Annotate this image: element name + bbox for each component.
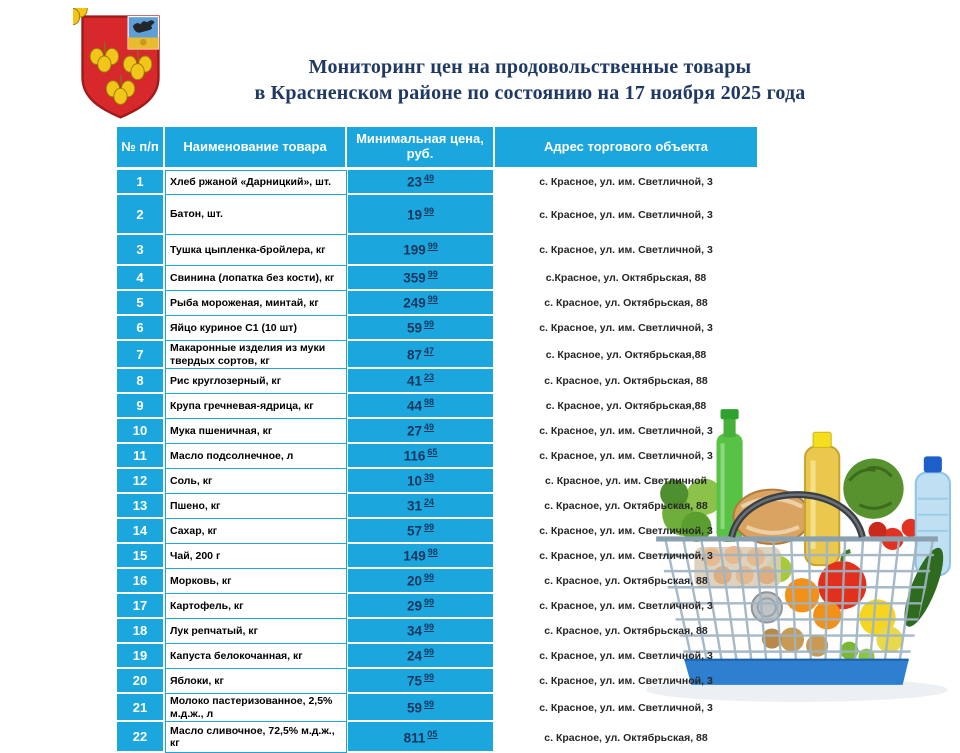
price-cell: [347, 341, 495, 369]
price-rubles: 59: [406, 700, 422, 716]
product-name-cell: Яблоки, кг: [165, 669, 347, 694]
row-number-cell: 9: [117, 394, 165, 419]
price-table-body: [117, 170, 757, 753]
price-kopecks: 49: [424, 422, 435, 433]
price-rubles: 27: [406, 423, 422, 439]
price-kopecks: 99: [424, 572, 435, 583]
price-cell: [347, 544, 495, 569]
table-row: [117, 644, 757, 669]
product-name-cell: Мука пшеничная, кг: [165, 419, 347, 444]
row-number-cell: 22: [117, 722, 165, 753]
row-number-cell: 8: [117, 369, 165, 394]
table-row: [117, 519, 757, 544]
price-cell: [347, 722, 495, 753]
table-row: [117, 544, 757, 569]
price-kopecks: 49: [424, 173, 435, 184]
price-cell: [347, 394, 495, 419]
product-name-cell: Масло сливочное, 72,5% м.д.ж., кг: [165, 722, 347, 753]
price-cell: [347, 619, 495, 644]
price-kopecks: 65: [427, 447, 438, 458]
product-name-cell: Батон, шт.: [165, 195, 347, 235]
address-cell: с. Красное, ул. Октябрьская, 88: [544, 375, 708, 388]
price-rubles: 811: [403, 730, 426, 746]
price-rubles: 149: [403, 548, 426, 564]
price-rubles: 44: [406, 398, 422, 414]
price-cell: [347, 419, 495, 444]
price-cell: [347, 369, 495, 394]
row-number-cell: 2: [117, 195, 165, 235]
price-kopecks: 99: [424, 672, 435, 683]
row-number-cell: 10: [117, 419, 165, 444]
product-name-cell: Капуста белокочанная, кг: [165, 644, 347, 669]
table-row: [117, 569, 757, 594]
price-kopecks: 99: [427, 241, 438, 252]
table-row: [117, 316, 757, 341]
table-row: [117, 469, 757, 494]
address-cell: с. Красное, ул. Октябрьская,88: [545, 400, 707, 413]
page-title-line1: Мониторинг цен на продовольственные товары: [308, 56, 752, 78]
table-row: [117, 669, 757, 694]
row-number-cell: 6: [117, 316, 165, 341]
price-cell: [347, 469, 495, 494]
address-cell: с. Красное, ул. им. Светличной, 3: [539, 322, 713, 335]
row-number-cell: 15: [117, 544, 165, 569]
table-row: [117, 619, 757, 644]
address-cell: с. Красное, ул. Октябрьская, 88: [544, 500, 708, 513]
address-cell: с. Красное, ул. Октябрьская, 88: [544, 625, 708, 638]
row-number-cell: 1: [117, 170, 165, 195]
address-cell: с. Красное, ул. им. Светличной: [545, 475, 707, 488]
product-name-cell: Рис круглозерный, кг: [165, 369, 347, 394]
product-name-cell: Масло подсолнечное, л: [165, 444, 347, 469]
price-rubles: 29: [406, 598, 422, 614]
product-name-cell: Рыба мороженая, минтай, кг: [165, 291, 347, 316]
table-row: [117, 694, 757, 722]
table-row: [117, 722, 757, 753]
price-kopecks: 47: [424, 345, 435, 356]
price-kopecks: 98: [427, 547, 438, 558]
price-cell: [347, 669, 495, 694]
row-number-cell: 20: [117, 669, 165, 694]
row-number-cell: 4: [117, 266, 165, 291]
row-number-cell: 7: [117, 341, 165, 369]
header-min-price: Минимальная цена, руб.: [347, 127, 495, 170]
address-cell: с. Красное, ул. Октябрьская, 88: [544, 575, 708, 588]
price-rubles: 24: [406, 648, 422, 664]
price-cell: [347, 195, 495, 235]
price-kopecks: 99: [424, 205, 435, 216]
row-number-cell: 12: [117, 469, 165, 494]
address-cell: с. Красное, ул. им. Светличной, 3: [539, 600, 713, 613]
address-cell: с. Красное, ул. им. Светличной, 3: [539, 208, 713, 221]
price-kopecks: 99: [427, 294, 438, 305]
row-number-cell: 14: [117, 519, 165, 544]
product-name-cell: Свинина (лопатка без кости), кг: [165, 266, 347, 291]
price-cell: [347, 494, 495, 519]
row-number-cell: 16: [117, 569, 165, 594]
address-cell: с. Красное, ул. им. Светличной, 3: [539, 701, 713, 714]
product-name-cell: Картофель, кг: [165, 594, 347, 619]
row-number-cell: 13: [117, 494, 165, 519]
page-title-line2: в Красненском районе по состоянию на 17 ноября 2025 года: [254, 82, 806, 104]
table-row: [117, 170, 757, 195]
header-product-name: Наименование товара: [165, 127, 347, 170]
price-cell: [347, 519, 495, 544]
table-row: [117, 266, 757, 291]
address-cell: с. Красное, ул. Октябрьская,88: [545, 348, 707, 361]
row-number-cell: 19: [117, 644, 165, 669]
price-rubles: 359: [403, 270, 426, 286]
price-kopecks: 99: [424, 647, 435, 658]
page-title: [170, 54, 890, 106]
row-number-cell: 5: [117, 291, 165, 316]
price-cell: [347, 170, 495, 195]
table-row: [117, 594, 757, 619]
product-name-cell: Соль, кг: [165, 469, 347, 494]
product-name-cell: Макаронные изделия из муки твердых сортов, кг: [165, 341, 347, 369]
price-rubles: 116: [403, 448, 426, 464]
address-cell: с. Красное, ул. им. Светличной, 3: [539, 244, 713, 257]
price-rubles: 249: [403, 295, 426, 311]
price-rubles: 41: [406, 373, 422, 389]
address-cell: с. Красное, ул. Октябрьская, 88: [544, 297, 708, 310]
price-rubles: 34: [406, 623, 422, 639]
price-cell: [347, 266, 495, 291]
price-rubles: 199: [403, 242, 426, 258]
price-rubles: 87: [406, 347, 422, 363]
coat-of-arms-icon: [73, 8, 168, 124]
price-kopecks: 99: [424, 597, 435, 608]
price-rubles: 57: [406, 523, 422, 539]
address-cell: с. Красное, ул. им. Светличной, 3: [539, 550, 713, 563]
address-cell: с.Красное, ул. Октябрьская, 88: [545, 272, 707, 285]
product-name-cell: Крупа гречневая-ядрица, кг: [165, 394, 347, 419]
row-number-cell: 18: [117, 619, 165, 644]
address-cell: с. Красное, ул. им. Светличной, 3: [539, 675, 713, 688]
table-row: [117, 369, 757, 394]
price-cell: [347, 235, 495, 266]
price-cell: [347, 694, 495, 722]
table-row: [117, 494, 757, 519]
price-kopecks: 23: [424, 372, 435, 383]
table-row: [117, 291, 757, 316]
price-kopecks: 99: [424, 522, 435, 533]
price-kopecks: 05: [427, 728, 438, 739]
product-name-cell: Молоко пастеризованное, 2,5% м.д.ж., л: [165, 694, 347, 722]
price-kopecks: 99: [424, 319, 435, 330]
product-name-cell: Тушка цыпленка-бройлера, кг: [165, 235, 347, 266]
price-rubles: 31: [406, 498, 422, 514]
product-name-cell: Сахар, кг: [165, 519, 347, 544]
price-rubles: 23: [406, 174, 422, 190]
address-cell: с. Красное, ул. им. Светличной, 3: [539, 176, 713, 189]
price-table: [117, 127, 757, 753]
price-kopecks: 99: [424, 622, 435, 633]
product-name-cell: Чай, 200 г: [165, 544, 347, 569]
table-header-row: [117, 127, 757, 170]
price-kopecks: 99: [427, 269, 438, 280]
product-name-cell: Морковь, кг: [165, 569, 347, 594]
price-kopecks: 39: [424, 472, 435, 483]
address-cell: с. Красное, ул. им. Светличной, 3: [539, 650, 713, 663]
price-cell: [347, 644, 495, 669]
price-cell: [347, 291, 495, 316]
row-number-cell: 21: [117, 694, 165, 722]
product-name-cell: Пшено, кг: [165, 494, 347, 519]
price-rubles: 59: [406, 320, 422, 336]
address-cell: с. Красное, ул. им. Светличной, 3: [539, 425, 713, 438]
price-cell: [347, 594, 495, 619]
price-rubles: 10: [406, 473, 422, 489]
address-cell: с. Красное, ул. им. Светличной, 3: [539, 450, 713, 463]
price-rubles: 20: [406, 573, 422, 589]
table-row: [117, 341, 757, 369]
table-row: [117, 195, 757, 235]
price-rubles: 75: [406, 673, 422, 689]
table-row: [117, 444, 757, 469]
product-name-cell: Хлеб ржаной «Дарницкий», шт.: [165, 170, 347, 195]
price-cell: [347, 316, 495, 341]
price-cell: [347, 444, 495, 469]
table-row: [117, 235, 757, 266]
row-number-cell: 17: [117, 594, 165, 619]
address-cell: с. Красное, ул. Октябрьская, 88: [544, 731, 708, 744]
address-cell: с. Красное, ул. им. Светличной, 3: [539, 525, 713, 538]
header-row-number: № п/п: [117, 127, 165, 170]
header-address: Адрес торгового объекта: [495, 127, 757, 170]
product-name-cell: Яйцо куриное С1 (10 шт): [165, 316, 347, 341]
price-cell: [347, 569, 495, 594]
price-kopecks: 99: [424, 699, 435, 710]
price-kopecks: 24: [424, 497, 435, 508]
table-row: [117, 419, 757, 444]
price-kopecks: 98: [424, 397, 435, 408]
row-number-cell: 3: [117, 235, 165, 266]
product-name-cell: Лук репчатый, кг: [165, 619, 347, 644]
table-row: [117, 394, 757, 419]
row-number-cell: 11: [117, 444, 165, 469]
price-rubles: 19: [406, 207, 422, 223]
